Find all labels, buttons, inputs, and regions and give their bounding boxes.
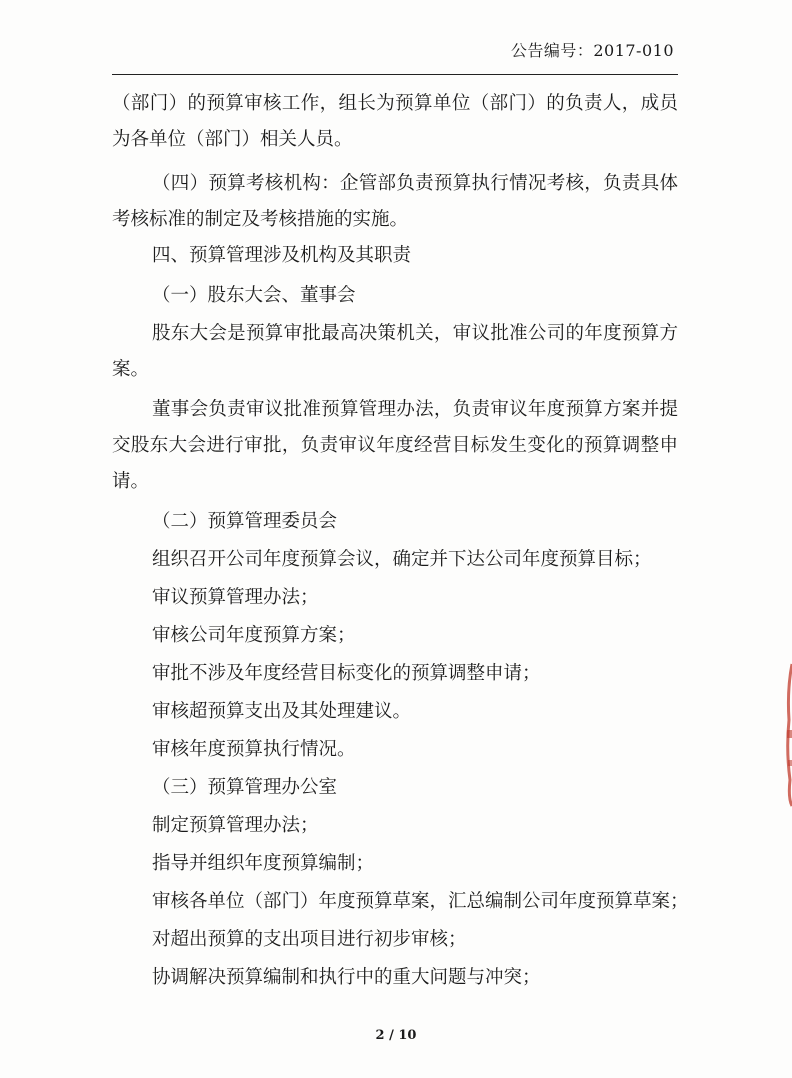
paragraph-line: 董事会负责审议批准预算管理办法，负责审议年度预算方案并提: [152, 399, 678, 420]
list-item: 对超出预算的支出项目进行初步审核；: [152, 929, 467, 950]
subsection-heading: （二）预算管理委员会: [152, 511, 338, 532]
list-item: 审批不涉及年度经营目标变化的预算调整申请；: [152, 663, 541, 684]
header-rule: [112, 74, 678, 75]
page-number: 2 / 10: [375, 1028, 417, 1043]
announcement-number: 公告编号：2017-010: [510, 41, 674, 60]
paragraph-line: 股东大会是预算审批最高决策机关，审议批准公司的年度预算方: [152, 323, 678, 344]
paragraph-line: 为各单位（部门）相关人员。: [112, 129, 353, 150]
list-item: 制定预算管理办法；: [152, 815, 319, 836]
list-item: 指导并组织年度预算编制；: [152, 853, 375, 874]
list-item: 协调解决预算编制和执行中的重大问题与冲突；: [152, 967, 541, 988]
seal-edge-fragment: [784, 660, 792, 810]
paragraph-line: （四）预算考核机构：企管部负责预算执行情况考核，负责具体: [152, 173, 678, 194]
paragraph-line: （部门）的预算审核工作，组长为预算单位（部门）的负责人，成员: [112, 93, 678, 114]
list-item: 审核年度预算执行情况。: [152, 739, 356, 760]
section-heading: 四、预算管理涉及机构及其职责: [152, 245, 412, 266]
list-item: 审核公司年度预算方案；: [152, 625, 356, 646]
list-item: 审核超预算支出及其处理建议。: [152, 701, 412, 722]
paragraph-line: 交股东大会进行审批，负责审议年度经营目标发生变化的预算调整申: [112, 435, 678, 456]
paragraph-line: 考核标准的制定及考核措施的实施。: [112, 209, 409, 230]
paragraph-line: 请。: [112, 471, 150, 492]
list-item: 组织召开公司年度预算会议，确定并下达公司年度预算目标；: [152, 549, 652, 570]
list-item: 审议预算管理办法；: [152, 587, 319, 608]
list-item: 审核各单位（部门）年度预算草案，汇总编制公司年度预算草案；: [152, 891, 689, 912]
subsection-heading: （三）预算管理办公室: [152, 777, 338, 798]
paragraph-line: 案。: [112, 359, 150, 380]
subsection-heading: （一）股东大会、董事会: [152, 285, 356, 306]
